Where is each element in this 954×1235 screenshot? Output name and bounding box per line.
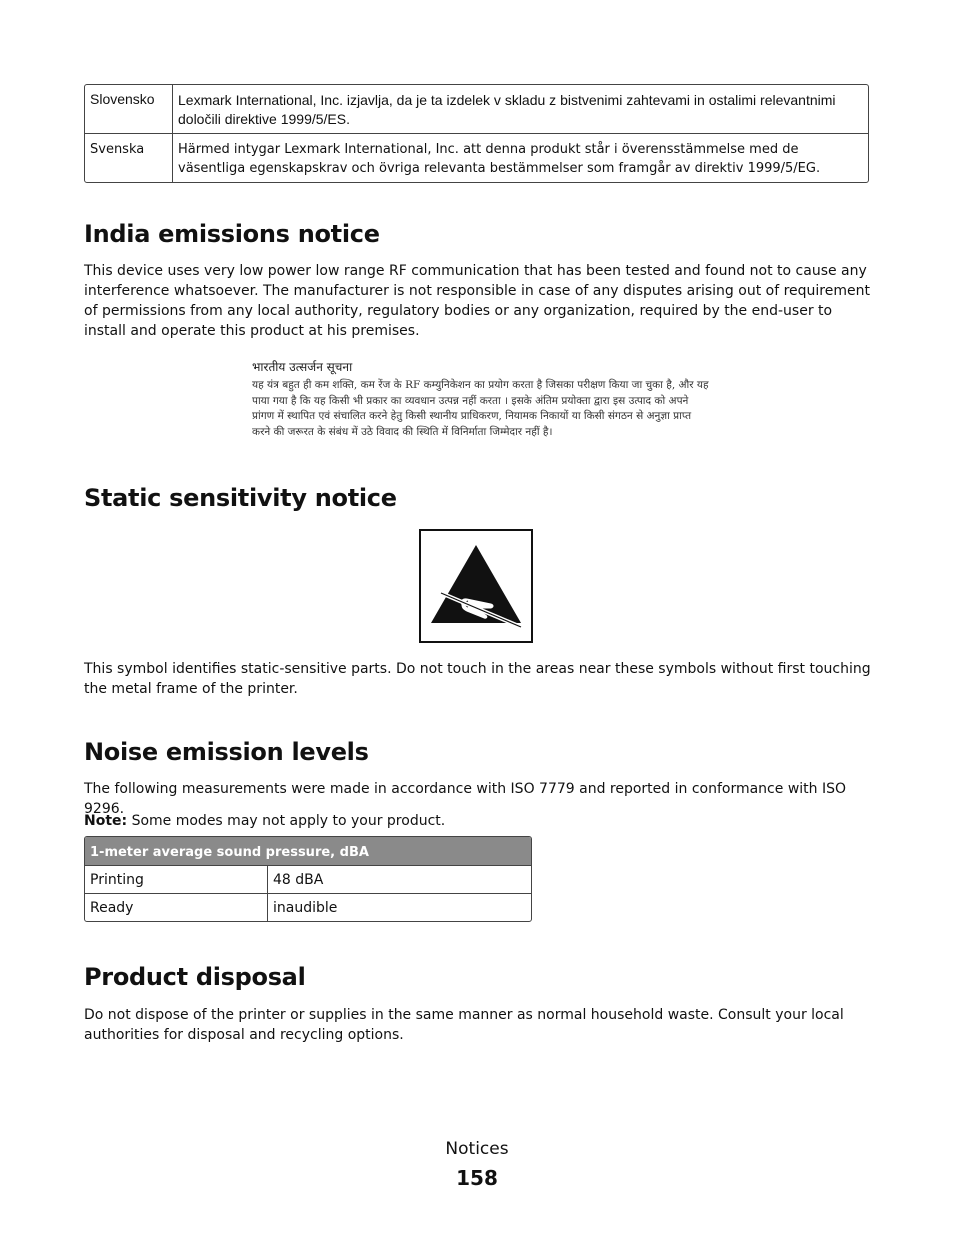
- india-emissions-body: This device uses very low power low range RF communication that has been tested and found not to cause any interference whatsoever. The manufacturer is not responsible in case of any disputes arising out of requirement of permissions from any local authority, regulatory bodies or any organization, required by the end-user to install and operate this product at his premises.: [84, 263, 870, 339]
- declaration-table: [84, 84, 869, 183]
- table-row: [85, 866, 531, 894]
- table-header-row: [85, 837, 531, 866]
- noise-emission-heading: Noise emission levels: [84, 738, 369, 766]
- value-cell: 48 dBA: [268, 866, 531, 894]
- table-row: [85, 85, 868, 134]
- value-cell: inaudible: [273, 900, 338, 916]
- declaration-text-cell: Lexmark International, Inc. izjavlja, da je ta izdelek v skladu z bistvenimi zahtevami in ostalimi relevantnimi določili direktive 1999/5/ES.: [173, 85, 868, 134]
- table-row: [85, 134, 868, 182]
- note-label: Note:: [84, 813, 128, 829]
- page-number: 158: [456, 1166, 498, 1190]
- mode-cell: Printing: [85, 866, 268, 894]
- hindi-notice-body: यह यंत्र बहुत ही कम शक्ति, कम रेंज के RF कम्युनिकेशन का प्रयोग करता है जिसका परीक्षण किया जा चुका है, और यह पाया गया है कि यह किसी भी प्रकार का व्यवधान उत्पन्न नहीं करता । इसके अंतिम प्रयोक्ता द्वारा इस उत्पाद को अपने प्रांगण में स्थापित एवं संचालित करने हेतु किसी स्थानीय प्राधिकरण, नियामक निकायों या किसी संगठन से अनुज्ञा प्राप्त करने की जरूरत के संबंध में उठे विवाद की स्थिति में विनिर्माता जिम्मेदार नहीं है।: [252, 378, 709, 439]
- language-cell: Svenska: [85, 134, 173, 182]
- hindi-notice: [252, 360, 712, 441]
- table-row: [85, 894, 531, 921]
- footer-section-label: Notices: [445, 1139, 509, 1159]
- noise-emission-body: The following measurements were made in accordance with ISO 7779 and reported in conformance with ISO 9296.: [84, 781, 847, 817]
- table-header: 1-meter average sound pressure, dBA: [85, 837, 531, 866]
- hindi-notice-title: भारतीय उत्सर्जन सूचना: [252, 360, 353, 374]
- sound-pressure-table: [84, 836, 532, 922]
- india-emissions-heading: India emissions notice: [84, 220, 380, 248]
- language-cell: Slovensko: [85, 85, 173, 134]
- note-text: Some modes may not apply to your product.: [127, 813, 446, 829]
- product-disposal-body: Do not dispose of the printer or supplies in the same manner as normal household waste. Consult your local authorities for disposal and recycling options.: [84, 1007, 844, 1043]
- esd-warning-icon: [419, 529, 533, 643]
- declaration-text-cell: Härmed intygar Lexmark International, Inc. att denna produkt står i överensstämmelse med de väsentliga egenskapskrav och övriga relevanta bestämmelser som framgår av direktiv 1999/5/EG.: [178, 142, 821, 176]
- product-disposal-heading: Product disposal: [84, 963, 306, 991]
- mode-cell: Ready: [85, 894, 268, 921]
- static-sensitivity-heading: Static sensitivity notice: [84, 484, 397, 512]
- static-sensitivity-body: This symbol identifies static-sensitive parts. Do not touch in the areas near these symbols without first touching the metal frame of the printer.: [84, 661, 871, 697]
- noise-note: [84, 811, 874, 831]
